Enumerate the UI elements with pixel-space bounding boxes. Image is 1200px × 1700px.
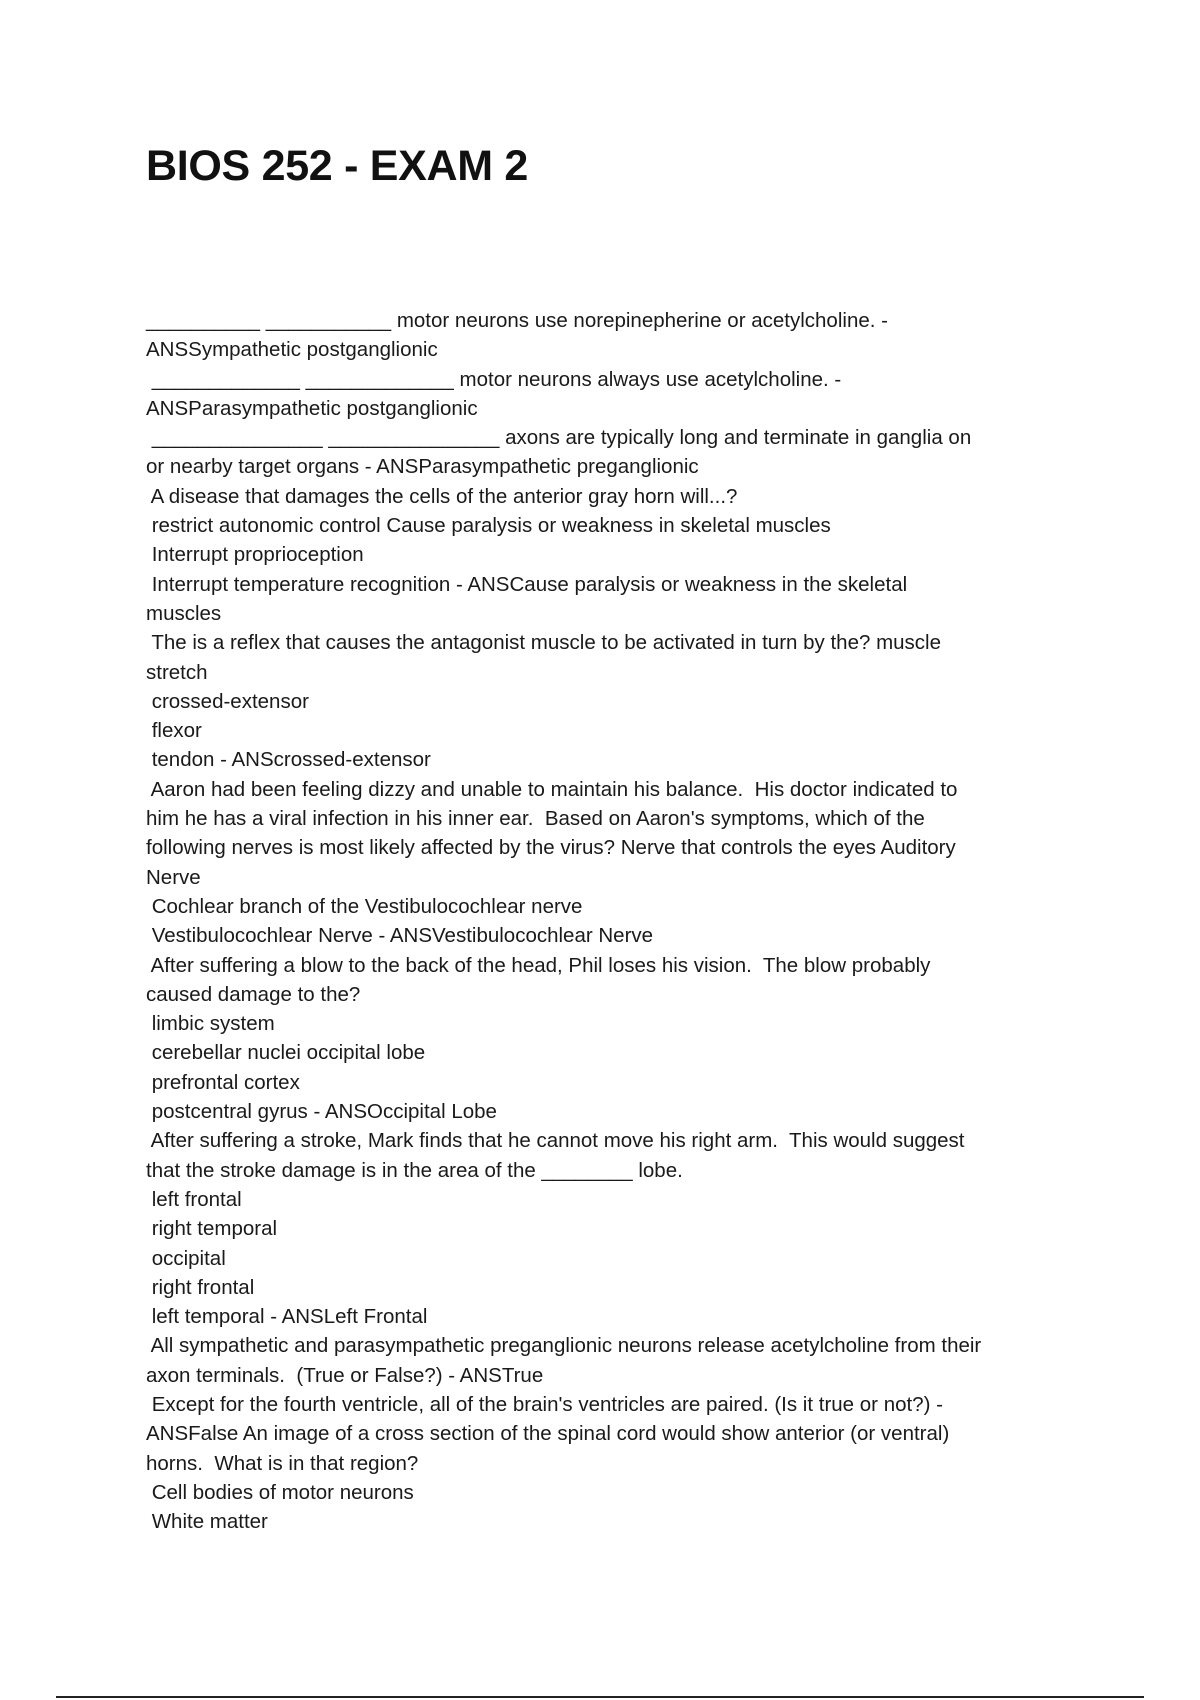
text-line: postcentral gyrus - ANSOccipital Lobe: [146, 1100, 497, 1124]
page-title: BIOS 252 - EXAM 2: [146, 142, 529, 190]
text-line: right temporal: [146, 1217, 278, 1241]
text-line: After suffering a stroke, Mark finds that he cannot move his right arm. This would suggest: [146, 1129, 965, 1153]
text-line: ANSFalse An image of a cross section of the spinal cord would show anterior (or ventral): [146, 1422, 950, 1446]
text-line: Vestibulocochlear Nerve - ANSVestibulocochlear Nerve: [146, 924, 654, 948]
text-line: stretch: [146, 660, 208, 684]
text-line: The is a reflex that causes the antagonist muscle to be activated in turn by the? muscle: [146, 631, 942, 655]
text-line: ANSSympathetic postganglionic: [146, 338, 438, 362]
text-line: limbic system: [146, 1012, 275, 1036]
text-line: left temporal - ANSLeft Frontal: [146, 1305, 428, 1329]
text-line: Cochlear branch of the Vestibulocochlear nerve: [146, 894, 583, 918]
text-line: crossed-extensor: [146, 689, 309, 713]
text-line: following nerves is most likely affected by the virus? Nerve that controls the eyes Auditory: [146, 836, 956, 860]
text-line: __________ ___________ motor neurons use norepinepherine or acetylcholine. -: [146, 309, 888, 332]
text-line: Cell bodies of motor neurons: [146, 1480, 414, 1504]
text-line: _______________ _______________ axons are typically long and terminate in ganglia on: [146, 426, 972, 450]
text-line: occipital: [146, 1246, 226, 1270]
document-body: [146, 306, 1056, 1536]
text-line: cerebellar nuclei occipital lobe: [146, 1041, 426, 1065]
text-line: _____________ _____________ motor neurons always use acetylcholine. -: [146, 367, 842, 391]
text-line: Interrupt temperature recognition - ANSCause paralysis or weakness in the skeletal: [146, 572, 908, 596]
text-line: him he has a viral infection in his inner ear. Based on Aaron's symptoms, which of the: [146, 807, 925, 831]
text-line: left frontal: [146, 1187, 242, 1211]
text-line: Interrupt proprioception: [146, 543, 364, 567]
text-line: or nearby target organs - ANSParasympathetic preganglionic: [146, 455, 699, 479]
text-line: After suffering a blow to the back of the head, Phil loses his vision. The blow probably: [146, 953, 931, 977]
text-line: prefrontal cortex: [146, 1070, 300, 1094]
text-line: muscles: [146, 601, 222, 625]
text-line: flexor: [146, 719, 202, 743]
text-line: ANSParasympathetic postganglionic: [146, 396, 478, 420]
text-line: All sympathetic and parasympathetic preganglionic neurons release acetylcholine from their: [146, 1334, 982, 1358]
text-line: right frontal: [146, 1275, 255, 1299]
text-line: Aaron had been feeling dizzy and unable to maintain his balance. His doctor indicated to: [146, 777, 958, 801]
text-line: restrict autonomic control Cause paralysis or weakness in skeletal muscles: [146, 514, 831, 538]
text-line: axon terminals. (True or False?) - ANSTrue: [146, 1363, 544, 1387]
text-line: caused damage to the?: [146, 982, 361, 1006]
text-line: Nerve: [146, 865, 201, 889]
footer-divider: [56, 1696, 1144, 1698]
text-line: horns. What is in that region?: [146, 1451, 419, 1475]
text-line: that the stroke damage is in the area of the ________ lobe.: [146, 1158, 683, 1182]
text-line: A disease that damages the cells of the anterior gray horn will...?: [146, 484, 738, 508]
text-line: White matter: [146, 1510, 268, 1534]
text-line: tendon - ANScrossed-extensor: [146, 748, 431, 772]
text-line: Except for the fourth ventricle, all of the brain's ventricles are paired. (Is it true or not?) -: [146, 1392, 943, 1416]
